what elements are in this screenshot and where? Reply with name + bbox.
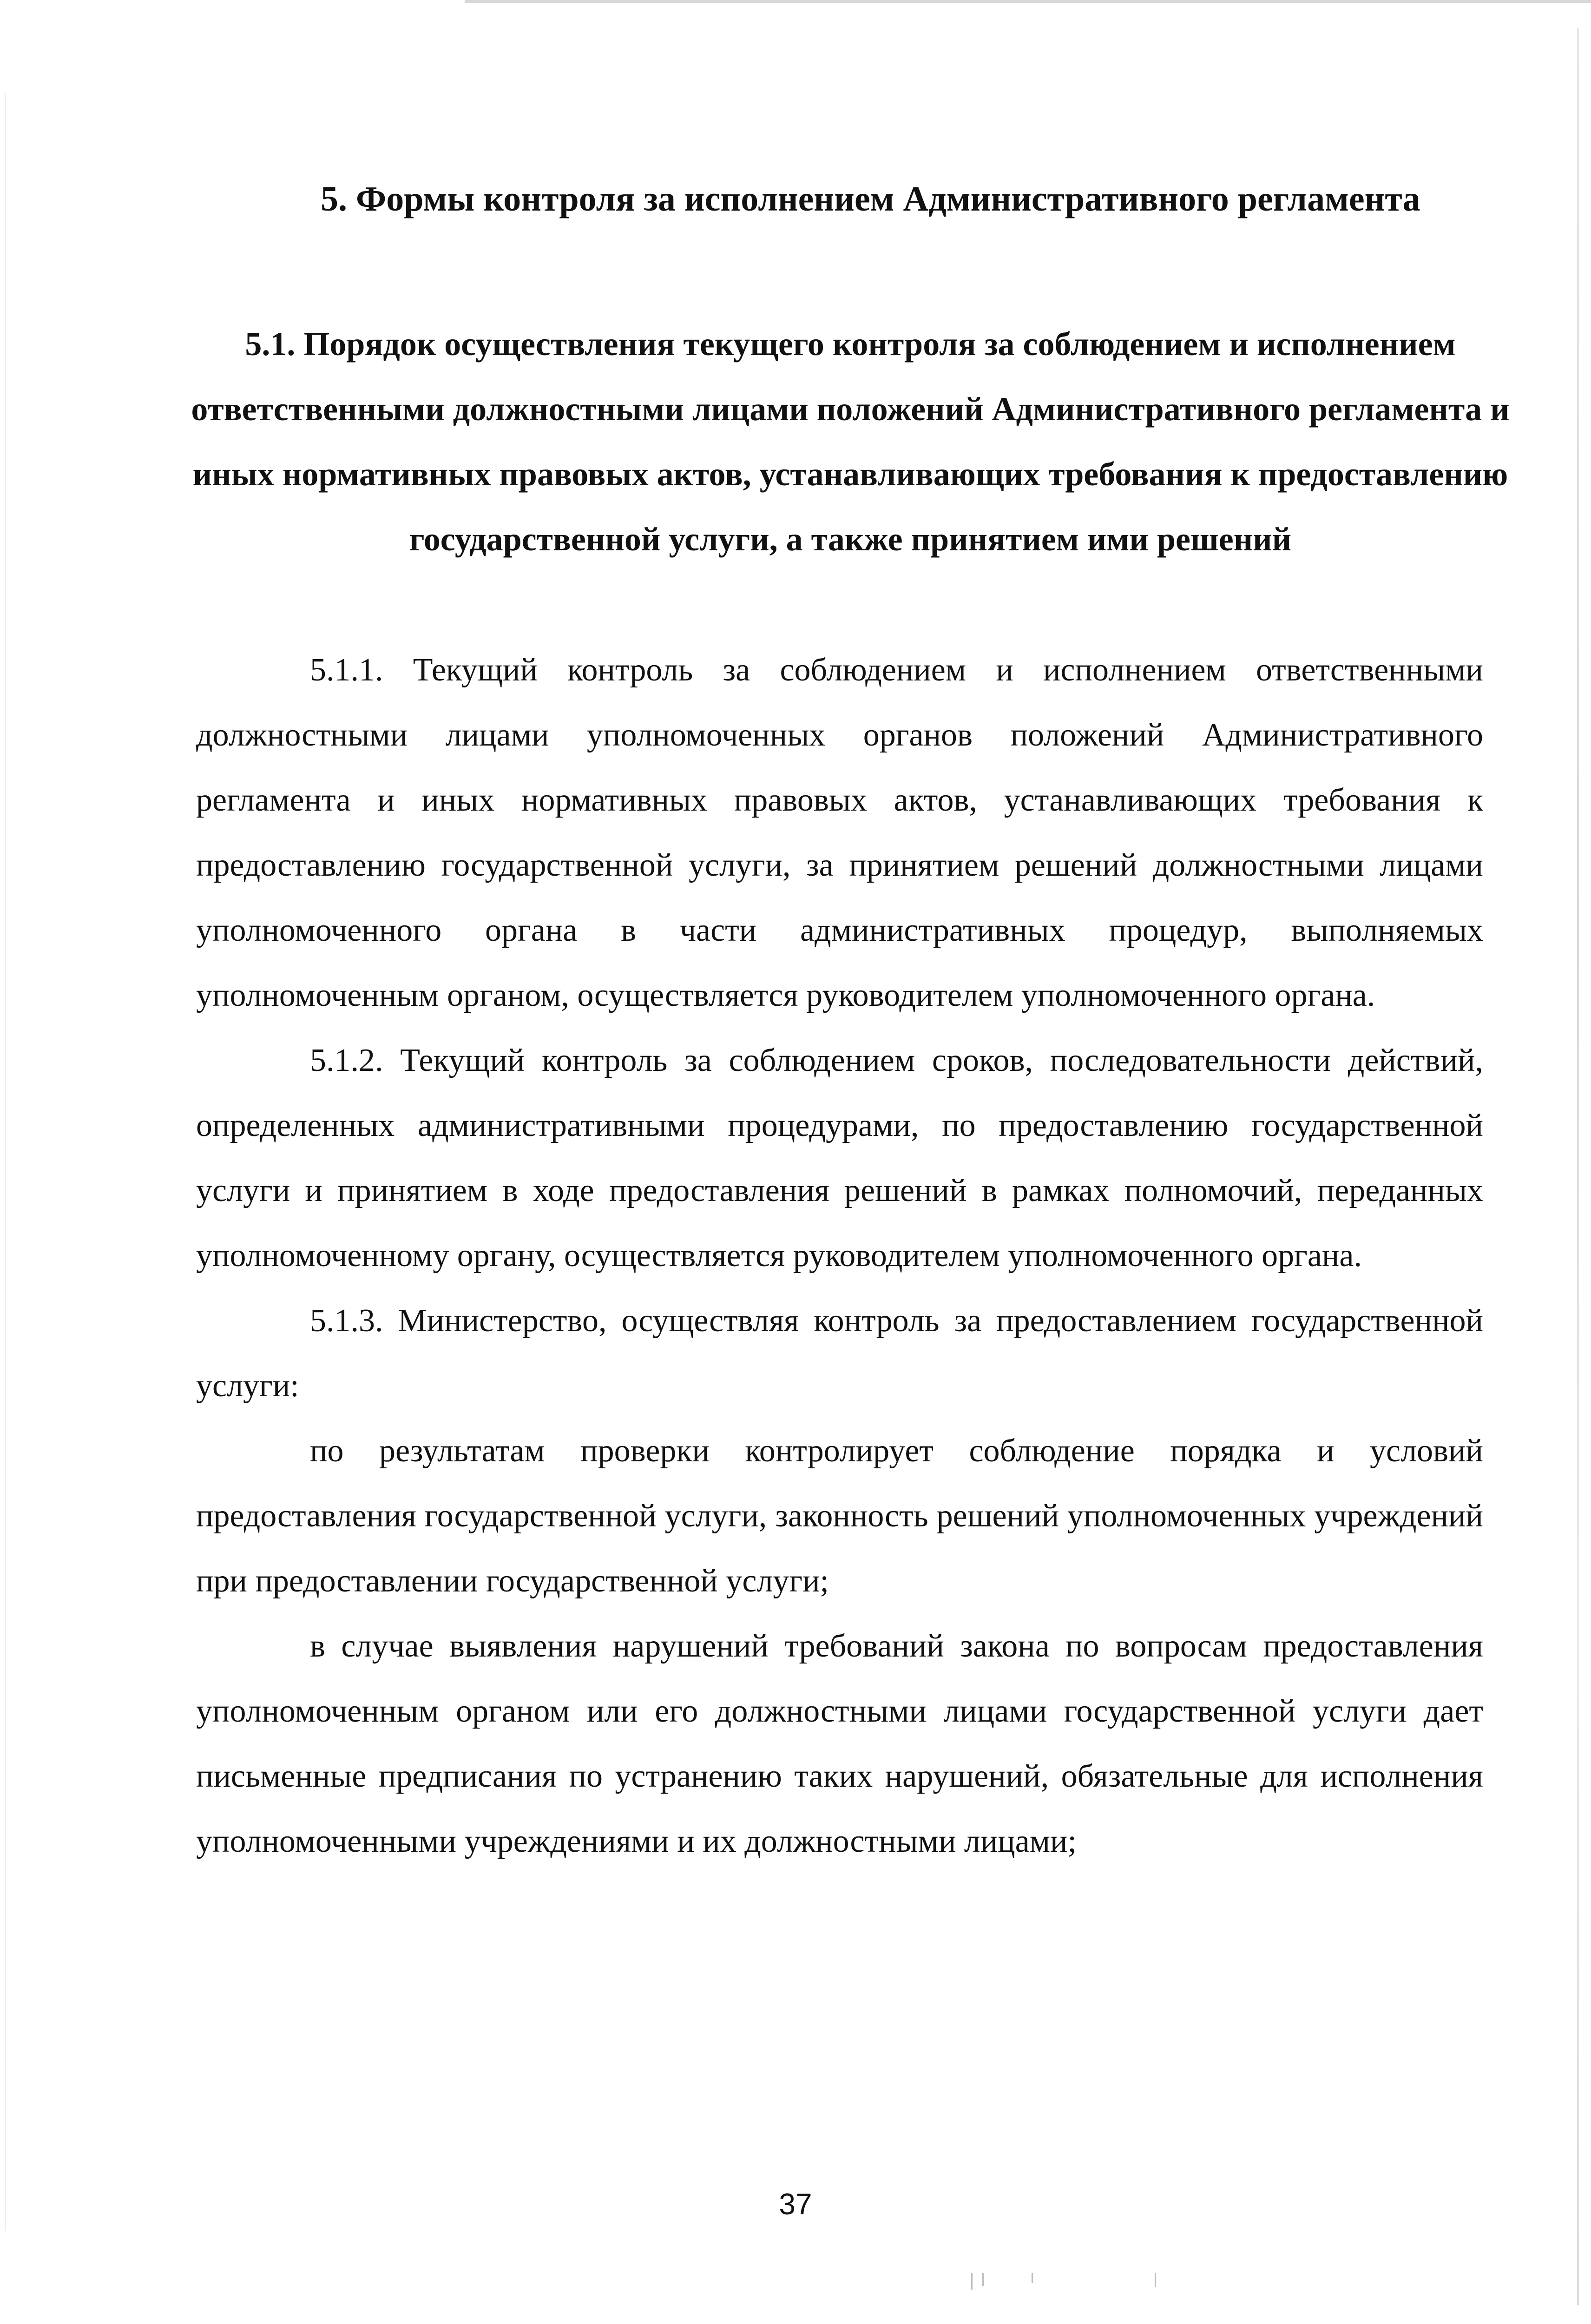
section-title: 5. Формы контроля за исполнением Административного регламента (321, 179, 1420, 218)
scan-artifact-left-edge (5, 93, 6, 2231)
list-item-violations: в случае выявления нарушений требований закона по вопросам предоставления уполномоченным органом или его должностными лицами государственной услуги дает письменные предписания по устранению таких нарушений, обязательные для исполнения уполномоченными учреждениями и их должностными лицами; (196, 1628, 1483, 1859)
scan-artifact-right-edge (1577, 28, 1579, 2305)
body-text (196, 638, 1483, 1874)
paragraph-5-1-1: 5.1.1. Текущий контроль за соблюдением и исполнением ответственными должностными лицами уполномоченных органов положений Административного регламента и иных нормативных правовых актов, устанавливающих требования к предоставлению государственной услуги, за принятием решений должностными лицами уполномоченного органа в части административных процедур, выполняемых уполномоченным органом, осуществляется руководителем уполномоченного органа. (196, 652, 1483, 1013)
list-item-control-results: по результатам проверки контролирует соблюдение порядка и условий предоставления государственной услуги, законность решений уполномоченных учреждений при предоставлении государственной услуги; (196, 1433, 1483, 1599)
paragraph-5-1-2: 5.1.2. Текущий контроль за соблюдением сроков, последовательности действий, определенных административными процедурами, по предоставлению государственной услуги и принятием в ходе предоставления решений в рамках полномочий, переданных уполномоченному органу, осуществляется руководителем уполномоченного органа. (196, 1043, 1483, 1274)
paragraph-5-1-3: 5.1.3. Министерство, осуществляя контроль за предоставлением государственной услуги: (196, 1303, 1483, 1404)
subsection-title: 5.1. Порядок осуществления текущего контроля за соблюдением и исполнением ответственными должностными лицами положений Административного регламента и иных нормативных правовых актов, устанавливающих требования к предоставлению государственной услуги, а также принятием ими решений (191, 325, 1510, 558)
scan-artifact-top (465, 0, 1591, 3)
page-number: 37 (779, 2187, 812, 2221)
scan-artifact-marks (971, 2268, 1166, 2296)
